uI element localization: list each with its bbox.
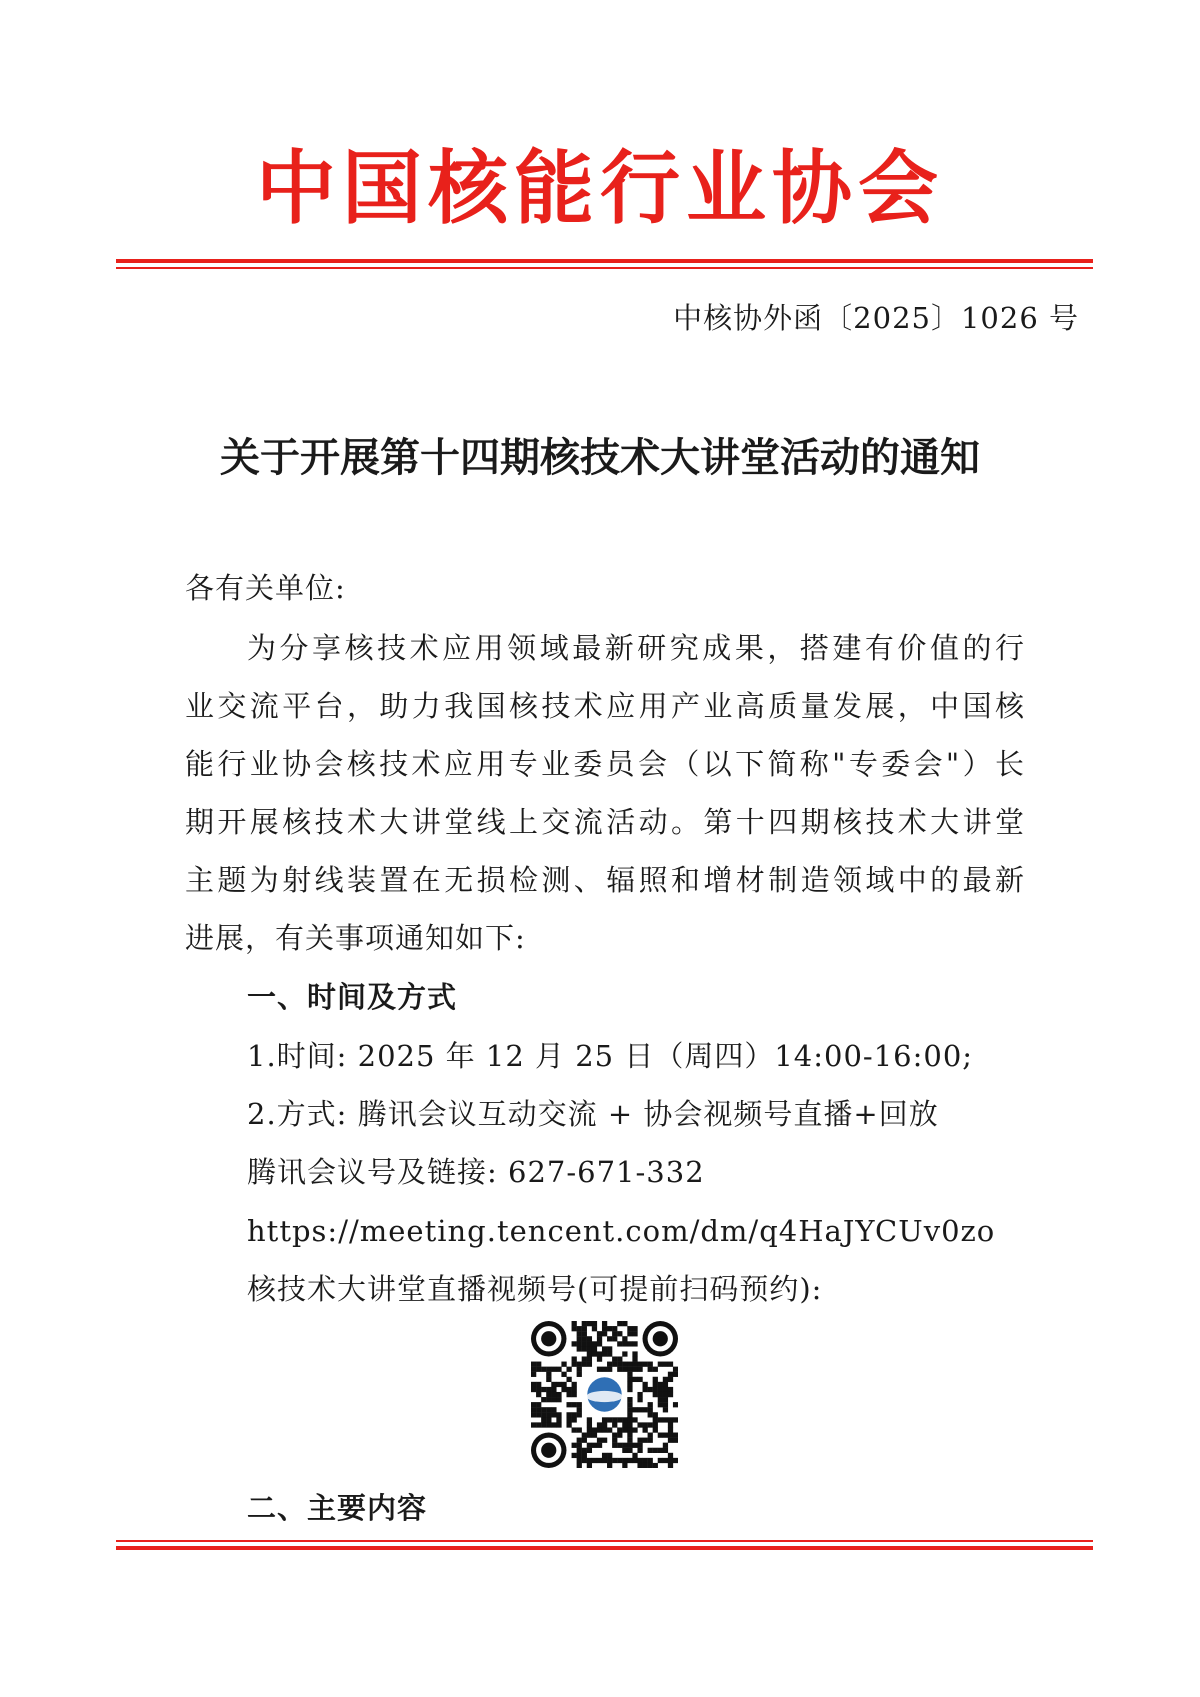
- footer-rule-thick: [116, 1546, 1093, 1550]
- section-heading-content: 二、主要内容: [247, 1491, 428, 1525]
- body-line: 进展，有关事项通知如下:: [185, 921, 526, 955]
- salutation: 各有关单位:: [185, 571, 346, 605]
- body-line: 业交流平台，助力我国核技术应用产业高质量发展，中国核: [185, 689, 1025, 723]
- masthead-title: 中国核能行业协会: [256, 141, 944, 235]
- body-line: 为分享核技术应用领域最新研究成果，搭建有价值的行: [247, 631, 1025, 665]
- document-number: 中核协外函〔2025〕1026 号: [673, 301, 1079, 335]
- section-heading-time: 一、时间及方式: [247, 980, 458, 1014]
- event-time: 1.时间: 2025 年 12 月 25 日（周四）14:00-16:00;: [247, 1039, 974, 1073]
- body-line: 主题为射线装置在无损检测、辐照和增材制造领域中的最新: [185, 863, 1025, 897]
- qr-caption: 核技术大讲堂直播视频号(可提前扫码预约):: [247, 1272, 823, 1306]
- meeting-id: 腾讯会议号及链接: 627-671-332: [247, 1155, 705, 1189]
- meeting-link[interactable]: https://meeting.tencent.com/dm/q4HaJYCUv0zo: [247, 1214, 996, 1248]
- footer-rule-thin: [116, 1540, 1093, 1542]
- header-rule-thin: [116, 267, 1093, 269]
- qr-code-icon: [531, 1321, 678, 1468]
- event-method: 2.方式: 腾讯会议互动交流 + 协会视频号直播+回放: [247, 1097, 939, 1131]
- notice-title: 关于开展第十四期核技术大讲堂活动的通知: [220, 434, 980, 481]
- body-line: 期开展核技术大讲堂线上交流活动。第十四期核技术大讲堂: [185, 805, 1025, 839]
- header-rule-thick: [116, 259, 1093, 263]
- body-line: 能行业协会核技术应用专业委员会（以下简称"专委会"）长: [185, 747, 1025, 781]
